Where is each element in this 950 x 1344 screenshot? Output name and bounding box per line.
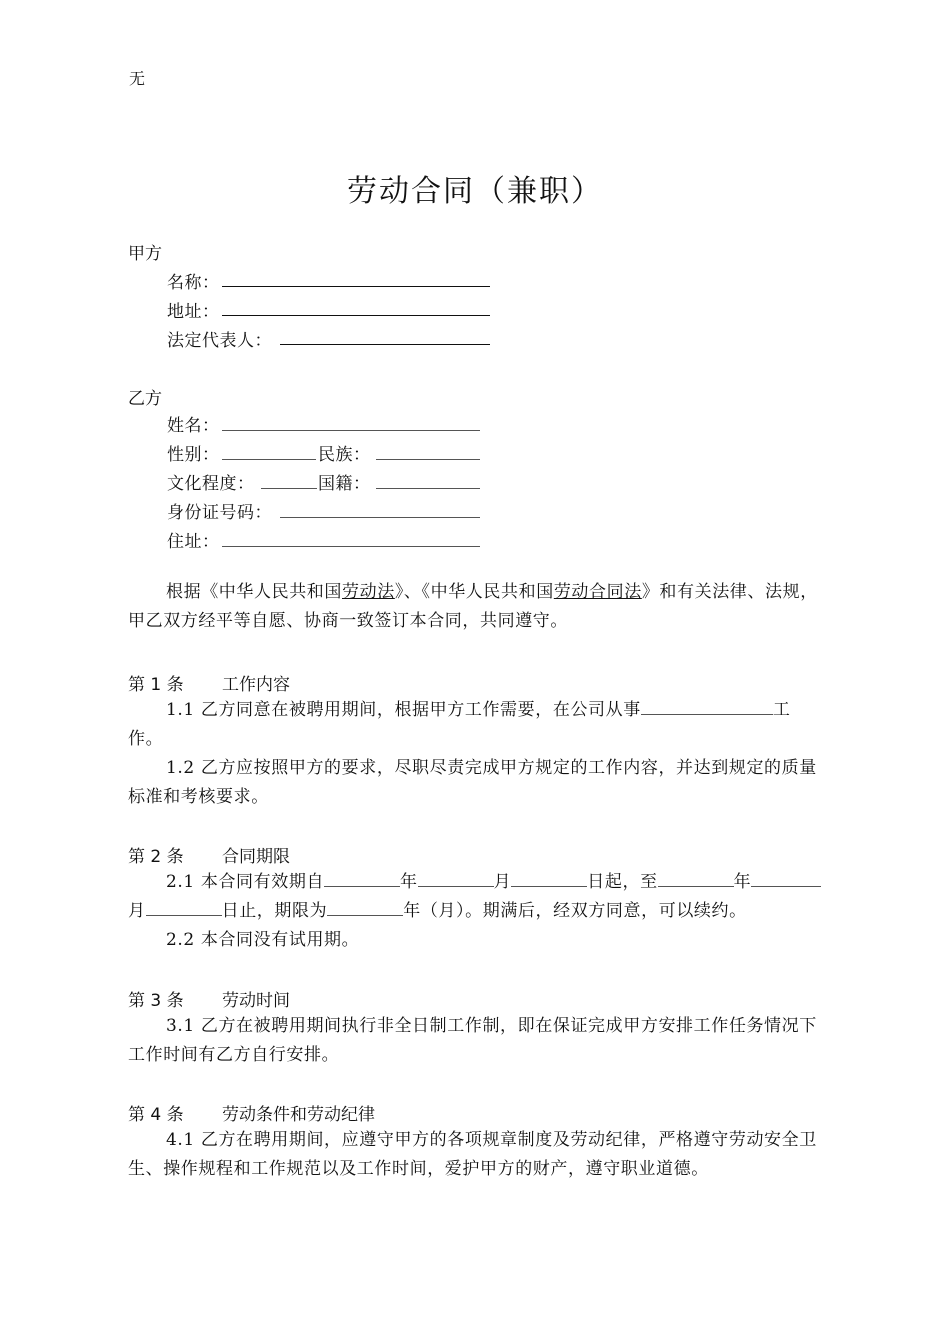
article-1-heading [128,670,290,695]
party-b-education-line [261,488,317,489]
job-blank [641,699,773,715]
clause-1-2 [128,754,825,812]
preamble-text-3: 》和有关法律、法规，甲乙双方经平等自愿、协商一致签订本合同，共同遵守。 [128,582,818,631]
party-b-residence-line [222,546,480,547]
article-3-heading [128,986,290,1011]
party-b-name-line [222,430,480,431]
labor-law-link[interactable]: 劳动法 [342,582,395,602]
clause-2-1 [128,868,825,926]
party-b-heading: 乙方 [128,389,162,409]
end-month-blank-a [751,871,803,887]
article-4-heading [128,1100,375,1125]
party-a-address-line [222,315,490,316]
party-a-name-line [222,286,490,287]
article-4-number: 第 4 条 [128,1105,184,1125]
clause-3-1-text: 3.1 乙方在被聘用期间执行非全日制工作制，即在保证完成甲方安排工作任务情况下工作时间有乙方自行安排。 [128,1016,817,1065]
party-b-gender-line [222,459,316,460]
end-year-blank [658,871,734,887]
clause-1-2-text: 1.2 乙方应按照甲方的要求，尽职尽责完成甲方规定的工作内容，并达到规定的质量标准和考核要求。 [128,758,817,807]
preamble-paragraph [128,578,825,636]
party-b-id-label: 身份证号码： [167,503,272,523]
party-a-rep-line [280,344,490,345]
clause-1-1-end: 工作。 [128,700,791,749]
party-a-name-label: 名称： [167,273,220,293]
party-b-ethnicity-line [376,459,480,460]
clause-3-1 [128,1012,825,1070]
party-b-gender-label: 性别： [167,445,220,465]
preamble-text-2: 》、《中华人民共和国 [394,582,554,602]
article-1-number: 第 1 条 [128,675,184,695]
party-b-id-line [280,517,480,518]
clause-2-2-text: 2.2 本合同没有试用期。 [166,930,360,950]
party-a-address-label: 地址： [167,302,220,322]
party-b-name-label: 姓名： [167,416,220,436]
clause-2-1-end: 年（月）。期满后，经双方同意，可以续约。 [403,901,747,921]
clause-4-1-text: 4.1 乙方在聘用期间，应遵守甲方的各项规章制度及劳动纪律，严格遵守劳动安全卫生、操作规程和工作规范以及工作时间，爱护甲方的财产，遵守职业道德。 [128,1130,817,1179]
party-b-nationality-line [376,488,480,489]
term-blank [327,900,403,916]
start-month-blank [418,871,494,887]
clause-1-1-text: 1.1 乙方同意在被聘用期间，根据甲方工作需要，在公司从事 [166,700,641,720]
article-2-number: 第 2 条 [128,847,184,867]
end-month-label: 月 [128,901,146,921]
end-day-label: 日止，期限为 [221,901,328,921]
article-4-title: 劳动条件和劳动纪律 [222,1105,375,1125]
start-day-blank [511,871,587,887]
party-b-education-label: 文化程度： [167,474,255,494]
header-mark: 无 [129,69,146,88]
article-3-title: 劳动时间 [222,991,290,1011]
preamble-text-1: 根据《中华人民共和国 [166,582,342,602]
start-year-blank [324,871,400,887]
document-title: 劳动合同（兼职） [347,174,603,209]
article-3-number: 第 3 条 [128,991,184,1011]
end-month-blank-b [803,871,821,887]
clause-2-2 [128,926,825,955]
party-b-ethnicity-label: 民族： [318,445,371,465]
labor-contract-law-link[interactable]: 劳动合同法 [553,582,642,602]
end-day-blank [146,900,222,916]
start-year-label: 年 [400,872,418,892]
article-1-title: 工作内容 [222,675,290,695]
clause-2-1-text: 2.1 本合同有效期自 [166,872,325,892]
party-a-heading: 甲方 [128,244,162,264]
end-year-label: 年 [733,872,752,892]
start-month-label: 月 [493,872,512,892]
clause-1-1 [128,696,825,754]
start-day-label: 日起，至 [587,872,658,892]
clause-4-1 [128,1126,825,1184]
article-2-heading [128,842,290,867]
article-2-title: 合同期限 [222,847,290,867]
party-b-nationality-label: 国籍： [318,474,371,494]
party-a-rep-label: 法定代表人： [167,331,272,351]
party-b-residence-label: 住址： [167,532,220,552]
